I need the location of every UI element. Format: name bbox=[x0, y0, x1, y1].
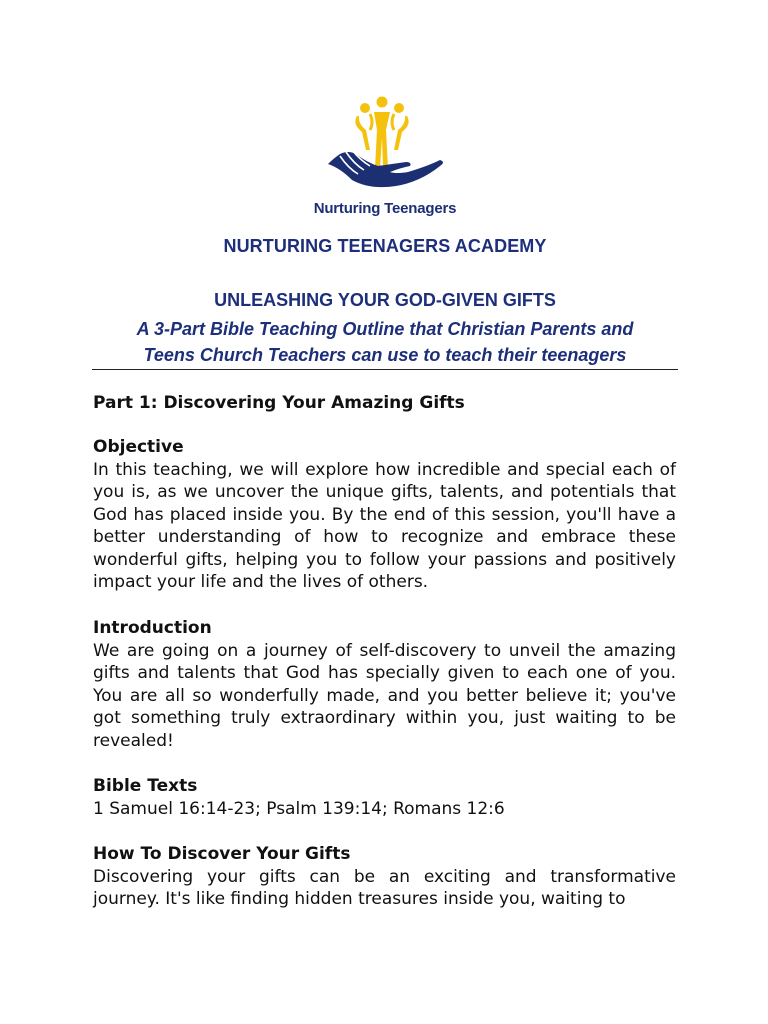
part-heading bbox=[93, 392, 676, 415]
discover-heading: How To Discover Your Gifts bbox=[93, 844, 351, 864]
introduction-section bbox=[93, 617, 676, 752]
introduction-heading: Introduction bbox=[93, 618, 212, 638]
part-1-heading: Part 1: Discovering Your Amazing Gifts bbox=[93, 393, 465, 413]
document-subtitle bbox=[90, 316, 680, 368]
subtitle-line-1: A 3-Part Bible Teaching Outline that Christian Parents and bbox=[136, 319, 634, 339]
discover-section bbox=[93, 843, 676, 911]
bible-texts-list: 1 Samuel 16:14-23; Psalm 139:14; Romans 12:6 bbox=[93, 798, 505, 819]
academy-name: NURTURING TEENAGERS ACADEMY bbox=[223, 236, 547, 256]
subtitle-line-2: Teens Church Teachers can use to teach their teenagers bbox=[143, 345, 627, 365]
bible-texts-section bbox=[93, 775, 676, 820]
logo bbox=[300, 94, 470, 224]
document-title: UNLEASHING YOUR GOD-GIVEN GIFTS bbox=[214, 290, 556, 310]
discover-text: Discovering your gifts can be an exciting and transformative journey. It's like finding hidden treasures inside you, waiting to bbox=[93, 866, 676, 909]
objective-text: In this teaching, we will explore how incredible and special each of you is, as we uncover the unique gifts, talents, and potentials that God has placed inside you. By the end of this session, you'll have a better understanding of how to recognize and embrace these wonderful gifts, helping you to follow your passions and positively impact your life and the lives of others. bbox=[93, 459, 676, 592]
objective-section bbox=[93, 436, 676, 594]
introduction-text: We are going on a journey of self-discovery to unveil the amazing gifts and talents that God has specially given to each one of you. You are all so wonderfully made, and you better believe it; you've got something truly extraordinary within you, just waiting to be revealed! bbox=[93, 640, 676, 751]
hand-with-figures-icon bbox=[300, 94, 470, 200]
header-divider bbox=[92, 369, 678, 370]
logo-text: Nurturing Teenagers bbox=[313, 200, 457, 217]
bible-texts-heading: Bible Texts bbox=[93, 776, 198, 796]
objective-heading: Objective bbox=[93, 437, 184, 457]
